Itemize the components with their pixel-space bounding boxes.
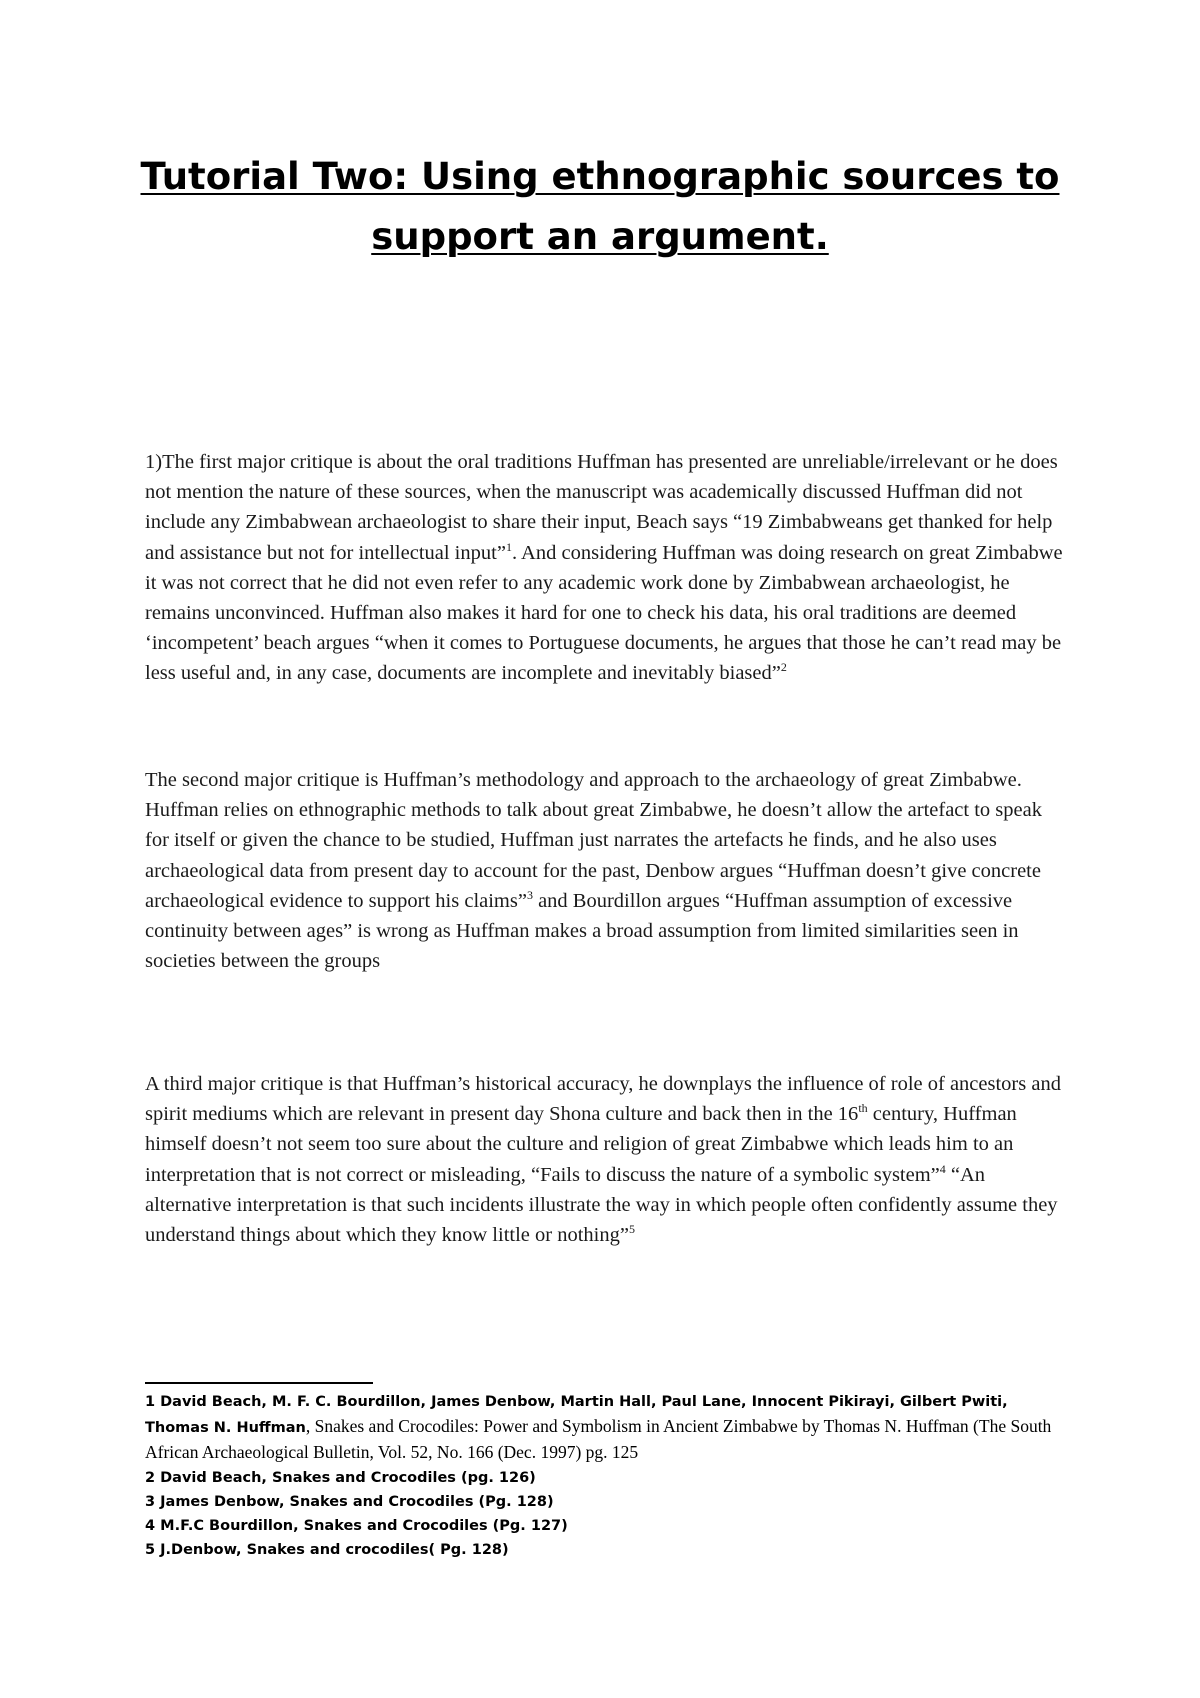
- ordinal-suffix: th: [858, 1101, 868, 1116]
- footnote-4-number: 4: [145, 1518, 156, 1534]
- paragraph-1-text-b: . And considering Huffman was doing research on great Zimbabwe it was not correct that he did not even refer to any academic work done by Zimbabwean archaeologist, he remains unconvinced. Huffman also makes it hard for one to check his data, his oral traditions are deemed ‘incompetent’ beach argues “when it comes to Portuguese documents, he argues that those he can’t read may be less useful and, in any case, documents are incomplete and inevitably biased”: [145, 541, 1063, 685]
- footnote-ref-5[interactable]: 5: [628, 1222, 635, 1237]
- paragraph-2-text-a: The second major critique is Huffman’s methodology and approach to the archaeology of great Zimbabwe. Huffman relies on ethnographic methods to talk about great Zimbabwe, he doesn’t allow the artefact to speak for itself or given the chance to be studied, Huffman just narrates the artefacts he finds, and he also uses archaeological data from present day to account for the past, Denbow argues “Huffman doesn’t give concrete archaeological evidence to support his claims”: [145, 769, 1042, 912]
- footnote-4: [145, 1514, 1065, 1538]
- paragraph-3-text-c: “An alternative interpretation is that such incidents illustrate the way in which people often confidently assume they understand things about which they know little or nothing”: [145, 1163, 1058, 1247]
- footnote-2-text: David Beach, Snakes and Crocodiles (pg. 126): [155, 1470, 536, 1486]
- footnote-3: [145, 1490, 1065, 1514]
- footnote-4-text: M.F.C Bourdillon, Snakes and Crocodiles (Pg. 127): [155, 1518, 568, 1534]
- paragraph-2-text-b: and Bourdillon argues “Huffman assumption of excessive continuity between ages” is wrong as Huffman makes a broad assumption from limited similarities seen in societies between the groups: [145, 889, 1019, 973]
- footnote-1-authors: David Beach, M. F. C. Bourdillon, James Denbow, Martin Hall, Paul Lane, Innocent Pikirayi, Gilbert Pwiti, Thomas N. Huffman: [145, 1394, 1008, 1436]
- paragraph-1: [145, 447, 1065, 689]
- paragraph-1-text-a: 1)The first major critique is about the oral traditions Huffman has presented are unreliable/irrelevant or he does not mention the nature of these sources, when the manuscript was academically discussed Huffman did not include any Zimbabwean archaeologist to share their input, Beach says “19 Zimbabweans get thanked for help and assistance but not for intellectual input”: [145, 451, 1058, 564]
- paragraph-3: [145, 1069, 1065, 1250]
- footnote-5: [145, 1538, 1065, 1562]
- footnote-separator: [145, 1382, 373, 1384]
- footnote-2: [145, 1466, 1065, 1490]
- footnote-ref-1[interactable]: 1: [505, 539, 512, 554]
- footnote-5-number: 5: [145, 1542, 156, 1558]
- footnote-5-text: J.Denbow, Snakes and crocodiles( Pg. 128): [155, 1542, 509, 1558]
- footnote-3-text: James Denbow, Snakes and Crocodiles (Pg. 128): [155, 1494, 554, 1510]
- paragraph-3-text-a: A third major critique is that Huffman’s historical accuracy, he downplays the influence of role of ancestors and spirit mediums which are relevant in present day Shona culture and back then in the 16: [145, 1073, 1061, 1126]
- page-title: [100, 147, 1100, 267]
- paragraph-3-text-b: century, Huffman himself doesn’t not seem too sure about the culture and religion of great Zimbabwe which leads him to an interpretation that is not correct or misleading, “Fails to discuss the nature of a symbolic system”: [145, 1103, 1017, 1186]
- footnote-ref-3[interactable]: 3: [526, 887, 533, 902]
- footnote-2-number: 2: [145, 1470, 156, 1486]
- footnote-ref-4[interactable]: 4: [939, 1161, 946, 1176]
- footnote-1: [145, 1390, 1065, 1466]
- footnote-3-number: 3: [145, 1494, 156, 1510]
- title-line-1: Tutorial Two: Using ethnographic sources to: [140, 155, 1060, 198]
- footnote-1-citation: , Snakes and Crocodiles: Power and Symbolism in Ancient Zimbabwe by Thomas N. Huffman (The South African Archaeological Bulletin, Vol. 52, No. 166 (Dec. 1997) pg. 125: [145, 1416, 1052, 1462]
- title-line-2: support an argument.: [371, 215, 829, 258]
- footnote-ref-2[interactable]: 2: [780, 660, 787, 675]
- footnote-1-number: 1: [145, 1394, 156, 1410]
- footnotes-section: [145, 1390, 1065, 1562]
- paragraph-2: [145, 765, 1065, 976]
